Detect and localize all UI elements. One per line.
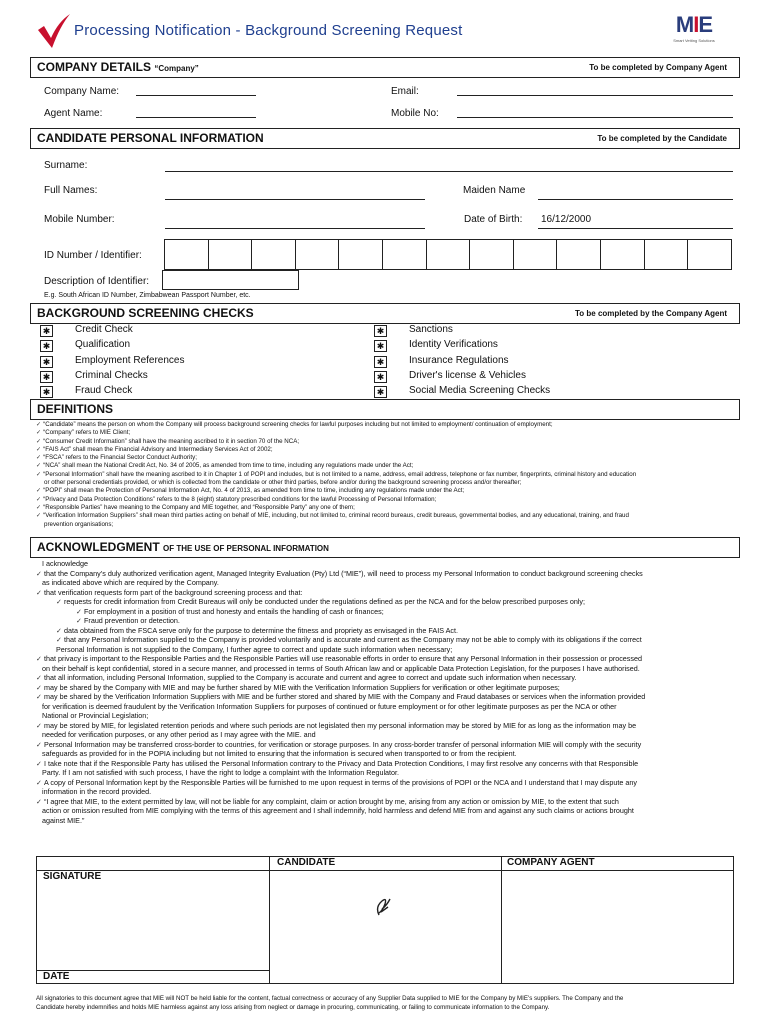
full-names-field[interactable] [165, 199, 425, 200]
check-right-1-label: Identity Verifications [409, 339, 498, 350]
dob-label: Date of Birth: [464, 214, 523, 225]
acknowledgment-line: ✓ Fraud prevention or detection. [76, 616, 180, 625]
check-left-4-checkbox[interactable]: ✱ [40, 386, 53, 398]
definition-item: ✓ “Candidate” means the person on whom the Company will process background screening checks for lawful purposes including but not limited to employment/ continuation of employment; [36, 421, 553, 428]
acknowledgment-line: ✓ that verification requests form part of the background screening process and that: [36, 587, 303, 597]
definition-item: ✓ “Verification Information Suppliers” shall mean third parties acting on behalf of MIE, including, but not limited to, criminal record bureaus, credit bureaus, governmental bodies, and any educational, training, and fraud [36, 512, 629, 520]
acknowledgment-line: ✓ For employment in a position of trust and honesty and entails the handling of cash or finances; [76, 606, 384, 616]
check-right-3-checkbox[interactable]: ✱ [374, 371, 387, 383]
acknowledgment-line: I acknowledge [42, 559, 88, 568]
mobile-number-field[interactable] [165, 228, 425, 229]
acknowledgment-line: needed for verification purposes, or any other period as I may agree with the MIE. and [42, 730, 316, 739]
acknowledgment-line: ✓ data obtained from the FSCA serve only for the purpose to determine the fitness and propriety as envisaged in the FAIS Act. [56, 625, 458, 635]
company-name-label: Company Name: [44, 86, 120, 97]
acknowledgment-line: National or Provincial Legislation; [42, 711, 149, 720]
acknowledgment-line: ✓ A copy of Personal Information kept by the Responsible Parties will be furnished to me upon request in terms of the provisions of POPI or the NCA and I understand that I may dispute any [36, 777, 637, 787]
identifier-desc-label: Description of Identifier: [44, 276, 150, 287]
signature-label: SIGNATURE [43, 871, 102, 882]
acknowledgment-line: Party. If I am not satisfied with such process, I have the right to lodge a complaint with the Information Regulator. [42, 768, 400, 777]
email-field[interactable] [457, 95, 733, 96]
acknowledgment-line: ✓ Personal Information may be transferred cross-border to countries, for verification or storage purposes. In any cross-border transfer of personal information MIE will comply with the security [36, 739, 642, 749]
date-label: DATE [43, 971, 70, 982]
surname-field[interactable] [165, 171, 733, 172]
acknowledgment-line: ✓ may be stored by MIE, for legislated retention periods and where such periods are not legislated then my personal information may be stored by MIE for as long as the information may be [36, 720, 637, 730]
check-left-0-checkbox[interactable]: ✱ [40, 325, 53, 337]
definition-item: ✓ “Consumer Credit Information” shall have the meaning ascribed to it in section 70 of the NCA; [36, 437, 300, 445]
acknowledgment-line: ✓ “I agree that MIE, to the extent permitted by law, will not be liable for any complaint, claim or action brought by me, arising from any action or omission by MIE, to the extent that such [36, 796, 619, 806]
candidate-column-label: CANDIDATE [277, 857, 336, 868]
check-right-2-label: Insurance Regulations [409, 355, 509, 366]
checkmark-logo-icon [36, 12, 72, 52]
identifier-desc-field[interactable] [162, 270, 299, 290]
maiden-name-field[interactable] [538, 199, 733, 200]
check-left-0-label: Credit Check [75, 324, 133, 335]
acknowledgment-header: ACKNOWLEDGMENT OF THE USE OF PERSONAL INFORMATION [30, 537, 740, 558]
check-left-1-label: Qualification [75, 339, 131, 350]
check-right-2-checkbox[interactable]: ✱ [374, 356, 387, 368]
definition-item: ✓ “FSCA” refers to the Financial Sector Conduct Authority; [36, 454, 197, 462]
check-left-2-checkbox[interactable]: ✱ [40, 356, 53, 368]
check-right-0-checkbox[interactable]: ✱ [374, 325, 387, 337]
check-right-3-label: Driver's license & Vehicles [409, 370, 526, 381]
check-right-0-label: Sanctions [409, 324, 453, 335]
definition-item: ✓ “POPI” shall mean the Protection of Personal Information Act, No. 4 of 2013, as amended from time to time, including any regulations made under the Act; [36, 487, 465, 495]
check-right-1-checkbox[interactable]: ✱ [374, 340, 387, 352]
dob-field [538, 228, 733, 229]
acknowledgment-line: for verification is deemed fraudulent by the Verification Information Suppliers for purposes of continued or future employment or for other legitimate purposes as per the NCA or other [42, 701, 617, 711]
maiden-name-label: Maiden Name [463, 185, 526, 196]
definition-item: ✓ “FAIS Act” shall mean the Financial Advisory and Intermediary Services Act of 2002; [36, 445, 273, 453]
id-number-label: ID Number / Identifier: [44, 250, 142, 261]
check-left-1-checkbox[interactable]: ✱ [40, 340, 53, 352]
acknowledgment-line: ✓ I take note that if the Responsible Party has utilised the Personal Information contrary to the Privacy and Data Protection Conditions, I may first resolve any concerns with that Responsible [36, 758, 639, 768]
full-names-label: Full Names: [44, 185, 98, 196]
check-left-2-label: Employment References [75, 355, 185, 366]
acknowledgment-line: ✓ that privacy is important to the Responsible Parties and the Responsible Parties will use reasonable efforts in order to ensure that any Personal Information in their possession or processed [36, 654, 642, 663]
candidate-signature-field[interactable] [270, 871, 501, 984]
acknowledgment-line: against MIE.” [42, 815, 85, 825]
candidate-info-header: CANDIDATE PERSONAL INFORMATION To be completed by the Candidate [30, 128, 740, 149]
acknowledgment-line: ✓ may be shared by the Company with MIE and may be further shared by MIE with the Verification Information Suppliers for verification or other legitimate purposes; [36, 682, 560, 692]
acknowledgment-line: on their behalf is kept confidential, stored in a secure manner, and processed in terms of South African law and or applicable Data Protection Legislation, for the purposes I have authorised. [42, 663, 640, 673]
definitions-list [36, 421, 736, 529]
acknowledgment-text [36, 559, 736, 825]
agent-name-field[interactable] [136, 117, 256, 118]
disclaimer-footer: All signatories to this document agree that MIE will NOT be held liable for the content, factual correctness or accuracy of any Supplier Data supplied to MIE for the Company by MIE's suppliers. The Company and the Candidate hereby indemnifies and holds MIE harmless against any loss arising from neglect or damage in procuring, communicating, or failing to communicate information to the Company. [36, 995, 624, 1011]
id-number-boxes[interactable] [164, 239, 732, 270]
definition-item: ✓ “Personal Information” shall have the meaning ascribed to it in Chapter 1 of POPI and includes, but is not limited to a name, address, email address, telephone or fax number, fingerprints, criminal history and education [36, 470, 637, 478]
mie-logo: MIE Smart Vetting Solutions [673, 12, 715, 43]
screening-checks-header: BACKGROUND SCREENING CHECKS To be completed by the Company Agent [30, 303, 740, 324]
acknowledgment-line: ✓ may be shared by the Verification Information Suppliers with MIE and be further stored and shared by MIE with the Company and Fraud databases or services when the information provided [36, 692, 646, 701]
agent-name-label: Agent Name: [44, 108, 103, 119]
document-header [36, 10, 736, 54]
mobile-no-field[interactable] [457, 117, 733, 118]
document-title: Processing Notification - Background Screening Request [74, 22, 463, 39]
acknowledgment-line: information in the record provided. [42, 787, 152, 796]
mobile-number-label: Mobile Number: [44, 214, 115, 225]
acknowledgment-line: ✓ that all information, including Personal Information, supplied to the Company is accurate and current and agree to correct and update such information when necessary. [36, 673, 577, 682]
acknowledgment-line: safeguards as provided for in the POPIA including but not limited to ensuring that the information is secured when transported to or from the recipient. [42, 749, 517, 758]
acknowledgment-line: as indicated above which are required by the Company. [42, 578, 219, 587]
acknowledgment-line: ✓ requests for credit information from Credit Bureaus will only be conducted under the regulations defined as per the NCA and for the below prescribed purposes only; [56, 597, 586, 606]
company-details-header: COMPANY DETAILS “Company” To be completed by Company Agent [30, 57, 740, 78]
definition-item: or other personal credentials provided, or which is collected from the candidate or other third parties, before and/or during the background screening process and/or thereafter; [44, 479, 522, 487]
agent-column-label: COMPANY AGENT [507, 857, 595, 868]
definition-item: ✓ “NCA” shall mean the National Credit Act, No. 34 of 2005, as amended from time to time, including any regulations made under the Act; [36, 462, 414, 470]
definition-item: ✓ “Responsible Parties” have meaning to the Company and MIE together, and “Responsible Party” any one of them; [36, 503, 355, 511]
acknowledgment-line: Personal Information is not supplied to the Company, I further agree to correct and update such information when necessary; [56, 644, 453, 654]
company-name-field[interactable] [136, 95, 256, 96]
acknowledgment-line: ✓ that any Personal Information supplied to the Company is provided voluntarily and is accurate and current as the Company may not be able to comply with its obligations if the correct [56, 635, 642, 644]
surname-label: Surname: [44, 160, 88, 171]
definition-item: ✓ “Company” refers to MIE Client; [36, 429, 131, 437]
identifier-example: E.g. South African ID Number, Zimbabwean Passport Number, etc. [44, 292, 251, 299]
check-right-4-checkbox[interactable]: ✱ [374, 386, 387, 398]
acknowledgment-line: ✓ that the Company’s duly authorized verification agent, Managed Integrity Evaluation (Pty) Ltd (“MIE”), will need to process my Personal Information to conduct background screening checks [36, 568, 643, 578]
email-label: Email: [391, 86, 419, 97]
check-right-4-label: Social Media Screening Checks [409, 385, 551, 396]
signature-table [36, 856, 734, 984]
agent-signature-field[interactable] [502, 871, 734, 984]
mobile-no-label: Mobile No: [391, 108, 439, 119]
dob-value[interactable]: 16/12/2000 [541, 214, 592, 225]
check-left-3-label: Criminal Checks [75, 370, 148, 381]
acknowledgment-line: action or omission resulted from MIE complying with the terms of this agreement and I shall indemnify, hold harmless and defend MIE from and against any such claims or actions brought [42, 806, 634, 815]
definitions-header: DEFINITIONS [30, 399, 740, 420]
definition-item: ✓ “Privacy and Data Protection Conditions” refers to the 8 (eight) statutory prescribed conditions for the lawful Processing of Personal Information; [36, 495, 437, 503]
check-left-3-checkbox[interactable]: ✱ [40, 371, 53, 383]
check-left-4-label: Fraud Check [75, 385, 133, 396]
definition-item: prevention organisations; [44, 520, 114, 528]
